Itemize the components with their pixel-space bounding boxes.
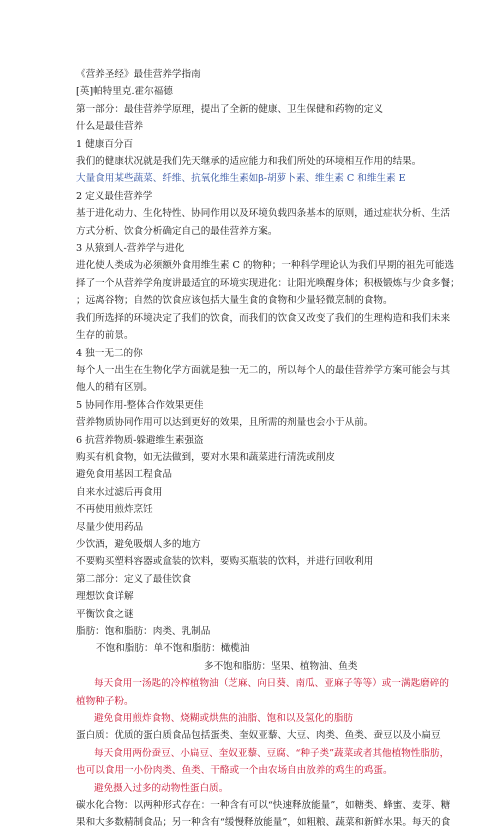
text-line: 大量食用某些蔬菜、纤维、抗氧化维生素如β-胡萝卜素、维生素 C 和维生素 E — [76, 173, 406, 185]
text-line: 自来水过滤后再食用 — [76, 486, 163, 498]
text-line: 避免食用基因工程食品 — [76, 469, 172, 481]
text-line: 5 协同作用-整体合作效果更佳 — [76, 399, 204, 411]
text-line: 2 定义最佳营养学 — [76, 190, 153, 202]
text-line: [英]帕特里克.霍尔福德 — [76, 86, 173, 98]
text-line: 我们的健康状况就是我们先天继承的适应能力和我们所处的环境相互作用的结果。 — [76, 156, 422, 168]
document-body — [76, 66, 460, 832]
text-line: 不要购买塑料容器或盒装的饮料，要购买瓶装的饮料，并进行回收利用 — [76, 556, 374, 568]
text-line: 理想饮食详解 — [76, 591, 134, 603]
text-line: 方式分析、饮食分析确定自己的最佳营养方案。 — [76, 225, 278, 237]
text-line: 多不饱和脂肪：坚果、植物油、鱼类 — [204, 660, 358, 672]
text-line: 我们所选择的环境决定了我们的饮食，而我们的饮食又改变了我们的生理构造和我们未来 — [76, 312, 451, 324]
text-line: 购买有机食物，如无法做到，要对水果和蔬菜进行清洗或削皮 — [76, 451, 336, 463]
text-line: 生存的前景。 — [76, 330, 134, 342]
text-line: 他人的稍有区别。 — [76, 382, 153, 394]
text-line: 《营养圣经》最佳营养学指南 — [76, 69, 201, 80]
text-line: 避免食用煎炸食物、烧糊或烘焦的油脂、饱和以及氢化的脂肪 — [94, 713, 354, 725]
text-line: 6 抗营养物质-躲避维生素强盗 — [76, 434, 204, 446]
text-line: 不再使用煎炸烹饪 — [76, 504, 153, 516]
text-line: 每个人一出生在生物化学方面就是独一无二的，所以每个人的最佳营养学方案可能会与其 — [76, 364, 451, 376]
text-line: 基于进化动力、生化特性、协同作用以及环境负载四条基本的原则，通过症状分析、生活 — [76, 208, 451, 220]
text-line: 什么是最佳营养 — [76, 121, 144, 133]
text-line: 蛋白质：优质的蛋白质食品包括蛋类、奎奴亚藜、大豆、肉类、鱼类、蚕豆以及小扁豆 — [76, 730, 441, 742]
text-line: 少饮酒，避免吸烟人多的地方 — [76, 538, 201, 550]
text-line: 第一部分：最佳营养学原理，提出了全新的健康、卫生保健和药物的定义 — [76, 103, 383, 115]
text-line: 每天食用两份蚕豆、小扁豆、奎奴亚藜、豆腐、“种子类”蔬菜或者其他植物性脂肪， — [94, 747, 450, 759]
text-line: ；远离谷物；自然的饮食应该包括大量生食的食物和少量轻微烹制的食物。 — [76, 295, 393, 307]
text-line: 3 从猿到人-营养学与进化 — [76, 243, 185, 255]
text-line: 也可以食用一小份肉类、鱼类、干酪或一个由农场自由放养的鸡生的鸡蛋。 — [76, 765, 393, 777]
text-line: 碳水化合物：以两种形式存在：一种含有可以“快速释放能量”，如糖类、蜂蜜、麦芽、糖 — [76, 800, 451, 812]
text-line: 4 独一无二的你 — [76, 347, 143, 359]
text-line: 平衡饮食之谜 — [76, 608, 134, 620]
text-line: 营养物质协同作用可以达到更好的效果，且所需的剂量也会小于从前。 — [76, 417, 374, 429]
text-line: 植物种子粉。 — [76, 695, 134, 707]
text-line: 避免摄入过多的动物性蛋白质。 — [94, 782, 229, 794]
text-line: 尽量少使用药品 — [76, 521, 144, 533]
text-line: 进化使人类成为必须额外食用维生素 C 的物种；一种科学理论认为我们早期的祖先可能选 — [76, 260, 455, 272]
text-line: 果和大多数精制食品；另一种含有“缓慢释放能量”，如粗粮、蔬菜和新鲜水果。每天的食 — [76, 817, 451, 829]
text-line: 脂肪：饱和脂肪：肉类、乳制品 — [76, 626, 211, 637]
text-line: 第二部分：定义了最佳饮食 — [76, 573, 192, 585]
text-line: 不饱和脂肪：单不饱和脂肪：橄榄油 — [96, 643, 250, 655]
text-line: 每天食用一汤匙的冷榨植物油（芝麻、向日葵、南瓜、亚麻子等等）或一满匙磨碎的 — [94, 678, 449, 690]
text-line: 1 健康百分百 — [76, 138, 134, 150]
text-line: 择了一个从营养学角度讲最适宜的环境实现进化：让阳光唤醒身体；积极锻炼与少食多餐； — [76, 277, 460, 289]
